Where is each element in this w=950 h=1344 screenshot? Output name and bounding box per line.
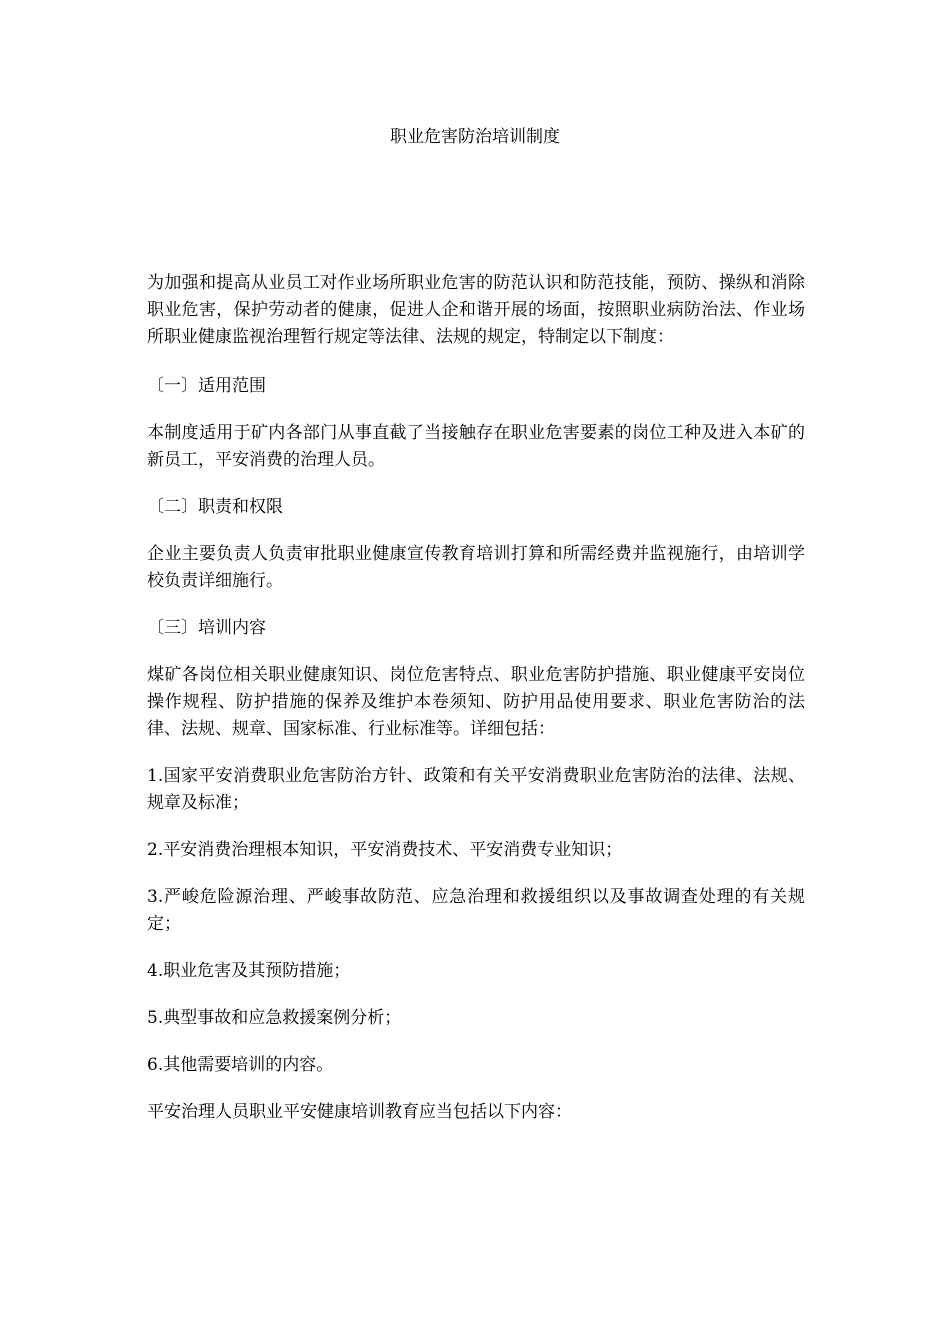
responsibility-paragraph: 企业主要负责人负责审批职业健康宣传教育培训打算和所需经费并监视施行，由培训学校负责详细施行。 <box>147 544 805 591</box>
list-item: 3.严峻危险源治理、严峻事故防范、应急治理和救援组织以及事故调查处理的有关规定； <box>147 887 805 934</box>
list-item: 4.职业危害及其预防措施； <box>147 961 351 981</box>
document-title: 职业危害防治培训制度 <box>390 127 560 147</box>
list-item: 2.平安消费治理根本知识，平安消费技术、平安消费专业知识； <box>147 840 623 860</box>
list-item: 1.国家平安消费职业危害防治方针、政策和有关平安消费职业危害防治的法律、法规、规章及标准； <box>147 766 805 813</box>
closing-paragraph: 平安治理人员职业平安健康培训教育应当包括以下内容： <box>147 1102 572 1122</box>
scope-paragraph: 本制度适用于矿内各部门从事直截了当接触存在职业危害要素的岗位工种及进入本矿的新员工，平安消费的治理人员。 <box>147 423 805 470</box>
list-item: 5.典型事故和应急救援案例分析； <box>147 1008 402 1028</box>
document-body <box>147 270 805 1146</box>
list-item: 6.其他需要培训的内容。 <box>147 1055 334 1075</box>
section-heading-scope: 〔一〕适用范围 <box>147 376 266 396</box>
intro-paragraph: 为加强和提高从业员工对作业场所职业危害的防范认识和防范技能，预防、操纵和消除职业危害，保护劳动者的健康，促进人企和谐开展的场面，按照职业病防治法、作业场所职业健康监视治理暂行规定等法律、法规的规定，特制定以下制度： <box>147 273 805 347</box>
section-heading-content: 〔三〕培训内容 <box>147 618 266 638</box>
section-heading-responsibility: 〔二〕职责和权限 <box>147 497 283 517</box>
content-paragraph: 煤矿各岗位相关职业健康知识、岗位危害特点、职业危害防护措施、职业健康平安岗位操作规程、防护措施的保养及维护本卷须知、防护用品使用要求、职业危害防治的法律、法规、规章、国家标准、行业标准等。详细包括： <box>147 665 805 739</box>
